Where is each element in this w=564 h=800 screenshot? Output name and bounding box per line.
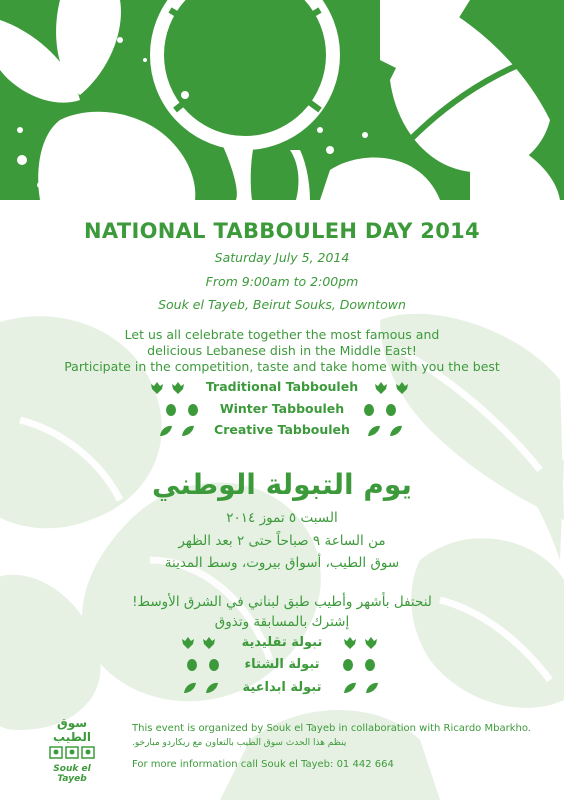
mint-leaf-icon bbox=[366, 424, 406, 438]
event-title: NATIONAL TABBOULEH DAY 2014 bbox=[84, 219, 480, 243]
arabic-category-label: تبولة ابداعية bbox=[242, 680, 322, 695]
category-label: Winter Tabbouleh bbox=[219, 401, 345, 416]
logo-basket-icon bbox=[44, 744, 100, 760]
logo-arabic: سوق الطيب bbox=[53, 716, 91, 744]
mint-leaf-icon bbox=[342, 681, 382, 695]
souk-el-tayeb-logo bbox=[44, 716, 100, 784]
arabic-place: سوق الطيب، أسواق بيروت، وسط المدينة bbox=[164, 555, 400, 571]
footer-organized-arabic: ينظم هذا الحدث سوق الطيب بالتعاون مع ريكاردو مبارخو. bbox=[132, 738, 347, 748]
parsley-icon bbox=[181, 636, 221, 650]
mint-leaf-icon bbox=[158, 424, 198, 438]
intro-line: Participate in the competition, taste and take home with you the best bbox=[64, 359, 500, 374]
wheat-icon bbox=[184, 658, 224, 672]
wheat-icon bbox=[340, 658, 380, 672]
arabic-date: السبت ٥ تموز ٢٠١٤ bbox=[226, 510, 338, 526]
mint-leaf-icon bbox=[182, 681, 222, 695]
parsley-icon bbox=[343, 636, 383, 650]
arabic-category-winter bbox=[0, 656, 564, 672]
arabic-intro-line: إشترك بالمسابقة وتذوق bbox=[214, 614, 350, 630]
arabic-category-traditional bbox=[0, 634, 564, 650]
event-place: Souk el Tayeb, Beirut Souks, Downtown bbox=[158, 297, 406, 312]
category-label: Traditional Tabbouleh bbox=[205, 379, 359, 394]
event-time: From 9:00am to 2:00pm bbox=[205, 274, 359, 289]
arabic-category-creative bbox=[0, 679, 564, 695]
category-label: Creative Tabbouleh bbox=[214, 422, 350, 437]
parsley-icon bbox=[374, 381, 414, 395]
intro-text bbox=[0, 327, 564, 375]
arabic-title: يوم التبولة الوطني bbox=[152, 468, 412, 501]
arabic-time: من الساعة ٩ صباحاً حتى ٢ بعد الظهر bbox=[178, 533, 386, 549]
intro-line: Let us all celebrate together the most famous and bbox=[124, 327, 440, 342]
arabic-category-label: تبولة تقليدية bbox=[241, 635, 323, 650]
category-creative bbox=[0, 422, 564, 438]
arabic-intro-line: لنحتفل بأشهر وأطيب طبق لبناني في الشرق الأوسط! bbox=[132, 594, 432, 610]
wheat-icon bbox=[163, 403, 203, 417]
parsley-icon bbox=[150, 381, 190, 395]
footer-organized: This event is organized by Souk el Tayeb in collaboration with Ricardo Mbarkho. bbox=[132, 723, 531, 734]
arabic-category-label: تبولة الشتاء bbox=[244, 657, 320, 672]
logo-english: Souk el Tayeb bbox=[53, 764, 91, 784]
intro-line: delicious Lebanese dish in the Middle East! bbox=[147, 343, 417, 358]
event-date: Saturday July 5, 2014 bbox=[214, 250, 350, 265]
category-traditional bbox=[0, 379, 564, 395]
category-winter bbox=[0, 401, 564, 417]
wheat-icon bbox=[361, 403, 401, 417]
footer-info: For more information call Souk el Tayeb: 01 442 664 bbox=[132, 759, 394, 770]
